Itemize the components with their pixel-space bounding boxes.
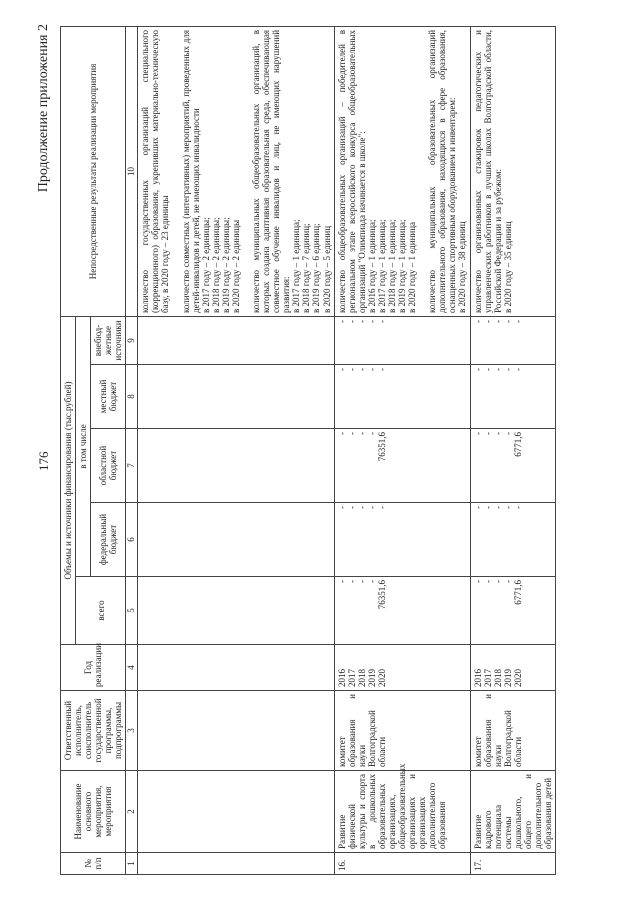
value: -	[492, 506, 503, 509]
column-number: 10	[126, 26, 138, 316]
result-line: в 2019 году – 1 единица;	[397, 219, 408, 313]
value: -	[356, 368, 367, 371]
carryover-results	[138, 26, 334, 316]
value: 6771,6	[512, 432, 523, 457]
value: -	[472, 506, 483, 509]
header-total: всего	[76, 577, 126, 645]
extra-cell	[334, 316, 470, 364]
value: -	[356, 319, 367, 323]
value: -	[472, 368, 483, 371]
carryover-result-3: количество муниципальных общеобразовательных организаций, в которых создана адаптивная образовательная среда, обеспечивающая совместное обучение инвалидов и лиц, не имеющих нарушений развития:	[250, 29, 292, 313]
result-text: количество организованных стажировок педагогических и управленческих работников в лучших школах Волгоградской области, Российской Федерации и за рубежом:	[472, 29, 503, 313]
value: -	[336, 368, 347, 371]
extra-cell	[470, 316, 556, 364]
value: -	[482, 368, 493, 371]
value: -	[502, 319, 513, 323]
year: 2016	[472, 669, 483, 687]
year: 2016	[336, 669, 347, 687]
header-name: Наименование основного мероприятия, мероприятия	[61, 771, 126, 853]
value: -	[492, 432, 503, 435]
total-cell	[334, 577, 470, 645]
header-local: местный бюджет	[91, 365, 126, 429]
header-federal: федеральный бюджет	[91, 503, 126, 577]
value: -	[336, 580, 347, 583]
value: -	[356, 506, 367, 509]
local-cell	[470, 365, 556, 429]
year: 2018	[492, 669, 503, 687]
result-line: в 2018 году – 1 единица;	[386, 219, 397, 313]
value: -	[472, 432, 483, 435]
result-line: в 2018 году – 7 единиц;	[301, 223, 312, 313]
value: -	[356, 580, 367, 583]
value: -	[482, 319, 493, 323]
value: -	[366, 319, 377, 323]
value: -	[502, 506, 513, 509]
value: -	[482, 580, 493, 583]
column-number: 9	[126, 316, 138, 364]
year: 2020	[376, 669, 387, 687]
value: -	[502, 368, 513, 371]
result-line: в 2020 году – 2 единицы	[230, 219, 241, 313]
value: -	[492, 580, 503, 583]
value: -	[482, 432, 493, 435]
header-no: № п/п	[61, 853, 126, 875]
header-results: Непосредственные результаты реализации мероприятия	[61, 26, 126, 316]
table-row	[334, 26, 470, 874]
value: -	[492, 368, 503, 371]
local-cell	[334, 365, 470, 429]
value: -	[366, 506, 377, 509]
result-line: в 2020 году – 38 единиц	[457, 221, 468, 313]
row-number: 16.	[334, 853, 470, 875]
header-row-1	[61, 26, 76, 874]
result-line: в 2018 году – 2 единицы;	[210, 217, 221, 313]
value: -	[346, 506, 357, 509]
column-number: 8	[126, 365, 138, 429]
value: -	[336, 506, 347, 509]
value: -	[502, 580, 513, 583]
header-executor: Ответственный исполнитель, соисполнитель государственной программы, подпрограммы	[61, 691, 126, 771]
result-line: в 2020 году – 5 единиц	[321, 225, 332, 313]
regional-cell	[470, 429, 556, 503]
value: -	[482, 506, 493, 509]
page-number: 176	[36, 451, 51, 471]
value: -	[356, 432, 367, 435]
value: -	[376, 319, 387, 323]
measure-name: Развитие кадрового потенциала системы дошкольного, общего и дополнительного образования детей	[470, 771, 556, 853]
year: 2017	[346, 669, 357, 687]
continuation-title: Продолжение приложения 2	[36, 24, 51, 193]
years-cell	[334, 645, 470, 691]
value: 76351,6	[376, 580, 387, 610]
federal-cell	[334, 503, 470, 577]
header-year: Год реализации	[61, 645, 126, 691]
year: 2020	[512, 669, 523, 687]
result-line: в 2019 году – 6 единиц;	[311, 223, 322, 313]
carryover-result-1: количество государственных организаций специального (коррекционного) образования, укрепивших материально-техническую базу, в 2020 году – 23 единицы	[140, 29, 171, 313]
result-line: в 2016 году – 1 единица;	[366, 219, 377, 313]
row-number: 17.	[470, 853, 556, 875]
result-line: в 2017 году – 1 единица;	[376, 219, 387, 313]
regional-cell	[334, 429, 470, 503]
measure-name: Развитие физической культуры и спорта в дошкольных образовательных организациях, общеобразовательных организациях и организациях дополнительного образования	[334, 771, 470, 853]
executor: комитет образования и науки Волгоградской области	[470, 691, 556, 771]
result-text: количество общеобразовательных организаций – победителей в региональном этапе всероссийского конкурса общеобразовательных организаций "Олимпиада начинается в школе":	[336, 29, 367, 313]
results-cell	[470, 26, 556, 316]
value: 76351,6	[376, 432, 387, 462]
value: -	[502, 432, 513, 435]
federal-cell	[470, 503, 556, 577]
year: 2018	[356, 669, 367, 687]
table-row	[470, 26, 556, 874]
value: -	[512, 506, 523, 509]
year: 2019	[366, 669, 377, 687]
result-line: в 2017 году – 2 единицы;	[200, 217, 211, 313]
value: -	[346, 368, 357, 371]
carryover-row	[138, 26, 334, 874]
column-number: 2	[126, 771, 138, 853]
result-line: в 2020 году – 35 единиц	[502, 221, 513, 313]
value: -	[376, 368, 387, 371]
result-line: в 2019 году – 2 единицы;	[220, 217, 231, 313]
result-text: количество муниципальных образовательных организаций дополнительного образования, находящихся в сфере образования, оснащенных спортивным оборудованием и инвентарем:	[427, 29, 458, 313]
value: -	[512, 368, 523, 371]
executor: комитет образования и науки Волгоградской области	[334, 691, 470, 771]
value: -	[346, 580, 357, 583]
header-regional: областной бюджет	[91, 429, 126, 503]
value: -	[376, 506, 387, 509]
value: -	[346, 432, 357, 435]
carryover-result-2: количество совместных (интегративных) мероприятий, проведенных для детей-инвалидов и детей, не имеющих инвалидности	[180, 29, 201, 313]
year: 2019	[502, 669, 513, 687]
value: -	[512, 319, 523, 323]
value: -	[472, 319, 483, 323]
column-number: 4	[126, 645, 138, 691]
year: 2017	[482, 669, 493, 687]
years-cell	[470, 645, 556, 691]
column-number: 7	[126, 429, 138, 503]
value: -	[472, 580, 483, 583]
value: -	[492, 319, 503, 323]
value: -	[346, 319, 357, 323]
funding-table	[60, 26, 556, 875]
value: -	[336, 319, 347, 323]
column-number-row	[126, 26, 138, 874]
result-line: в 2017 году – 1 единица;	[291, 219, 302, 313]
total-cell	[470, 577, 556, 645]
value: -	[336, 432, 347, 435]
result-line: в 2020 году – 1 единица	[407, 221, 418, 313]
header-funding: Объемы и источники финансирования (тыс.рублей)	[61, 316, 76, 644]
column-number: 3	[126, 691, 138, 771]
column-number: 6	[126, 503, 138, 577]
column-number: 5	[126, 577, 138, 645]
value: -	[366, 368, 377, 371]
value: -	[366, 432, 377, 435]
header-incl: в том числе	[76, 316, 91, 576]
value: -	[366, 580, 377, 583]
results-cell	[334, 26, 470, 316]
column-number: 1	[126, 853, 138, 875]
header-extra: внебюд-жетные источники	[91, 316, 126, 364]
value: 6771,6	[512, 580, 523, 605]
